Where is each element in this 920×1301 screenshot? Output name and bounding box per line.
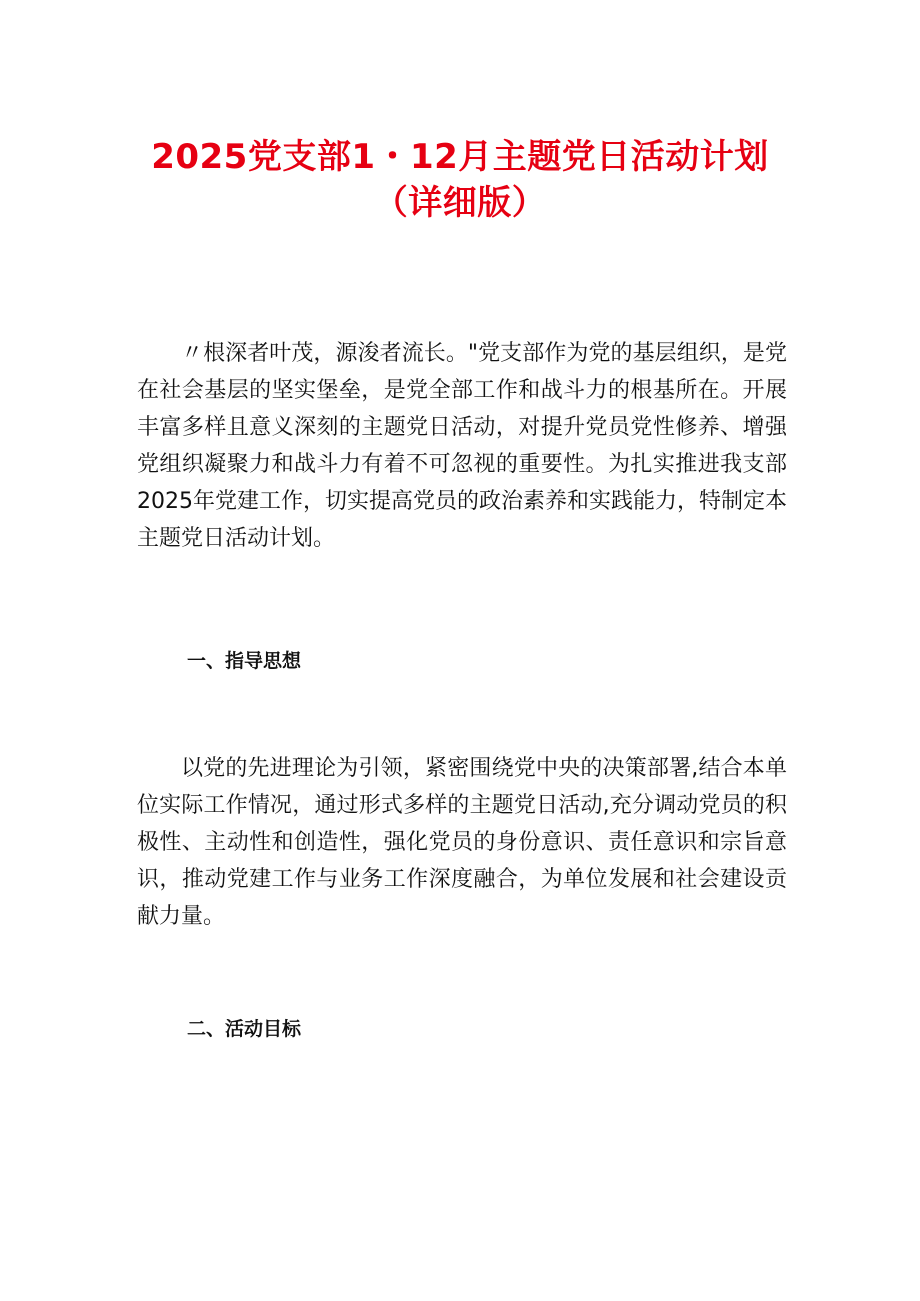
section-heading-activity-goals: 二、活动目标 [187, 1018, 302, 1040]
intro-paragraph: 〃根深者叶茂，源浚者流长。"党支部作为党的基层组织，是党在社会基层的坚实堡垒，是党全部工作和战斗力的根基所在。开展丰富多样且意义深刻的主题党日活动，对提升党员党性修养、增强党组织凝聚力和战斗力有着不可忽视的重要性。为扎实推进我支部2025年党建工作，切实提高党员的政治素养和实践能力，特制定本主题党日活动计划。 [137, 341, 787, 551]
document-title-line1: 2025党支部1・12月主题党日活动计划 [151, 137, 769, 177]
guiding-ideology-paragraph: 以党的先进理论为引领，紧密围绕党中央的决策部署,结合本单位实际工作情况，通过形式多样的主题党日活动,充分调动党员的积极性、主动性和创造性，强化党员的身份意识、责任意识和宗旨意识，推动党建工作与业务工作深度融合，为单位发展和社会建设贡献力量。 [137, 756, 787, 929]
document-title-line2: （详细版） [373, 183, 547, 223]
section-heading-guiding-ideology: 一、指导思想 [187, 650, 302, 672]
